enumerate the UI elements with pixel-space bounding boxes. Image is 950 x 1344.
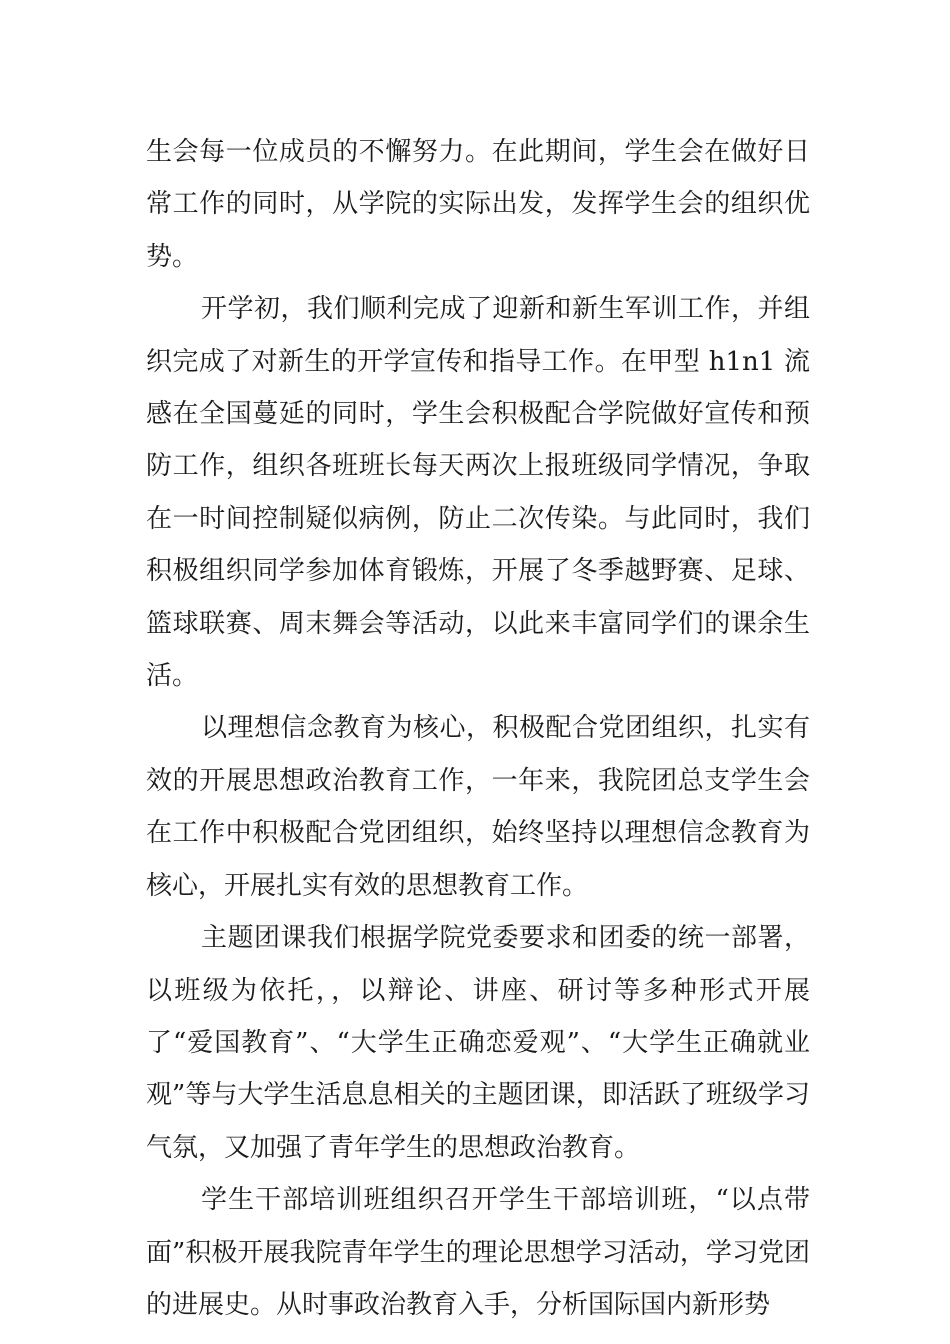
paragraph-ideological-education: 以理想信念教育为核心，积极配合党团组织，扎实有效的开展思想政治教育工作，一年来，我院团总支学生会在工作中积极配合党团组织，始终坚持以理想信念教育为核心，开展扎实有效的思想教育工作。 [146, 713, 810, 901]
paragraph-orientation-work: 开学初，我们顺利完成了迎新和新生军训工作，并组织完成了对新生的开学宣传和指导工作。在甲型 h1n1 流感在全国蔓延的同时，学生会积极配合学院做好宣传和预防工作，组织各班班长每天两次上报班级同学情况，争取在一时间控制疑似病例，防止二次传染。与此同时，我们积极组织同学参加体育锻炼，开展了冬季越野赛、足球、篮球联赛、周末舞会等活动，以此来丰富同学们的课余生活。 [146, 294, 810, 692]
paragraph-cadre-training: 学生干部培训班组织召开学生干部培训班，“以点带面”积极开展我院青年学生的理论思想学习活动，学习党团的进展史。从时事政治教育入手，分析国际国内新形势 [146, 1185, 810, 1320]
paragraph-continuation: 生会每一位成员的不懈努力。在此期间，学生会在做好日常工作的同时，从学院的实际出发，发挥学生会的组织优势。 [146, 137, 810, 272]
paragraph-theme-league-class: 主题团课我们根据学院党委要求和团委的统一部署，以班级为依托，，以辩论、讲座、研讨等多种形式开展了“爱国教育”、“大学生正确恋爱观”、“大学生正确就业观”等与大学生活息息相关的主题团课，即活跃了班级学习气氛，又加强了青年学生的思想政治教育。 [146, 923, 810, 1163]
document-body [146, 126, 810, 1331]
